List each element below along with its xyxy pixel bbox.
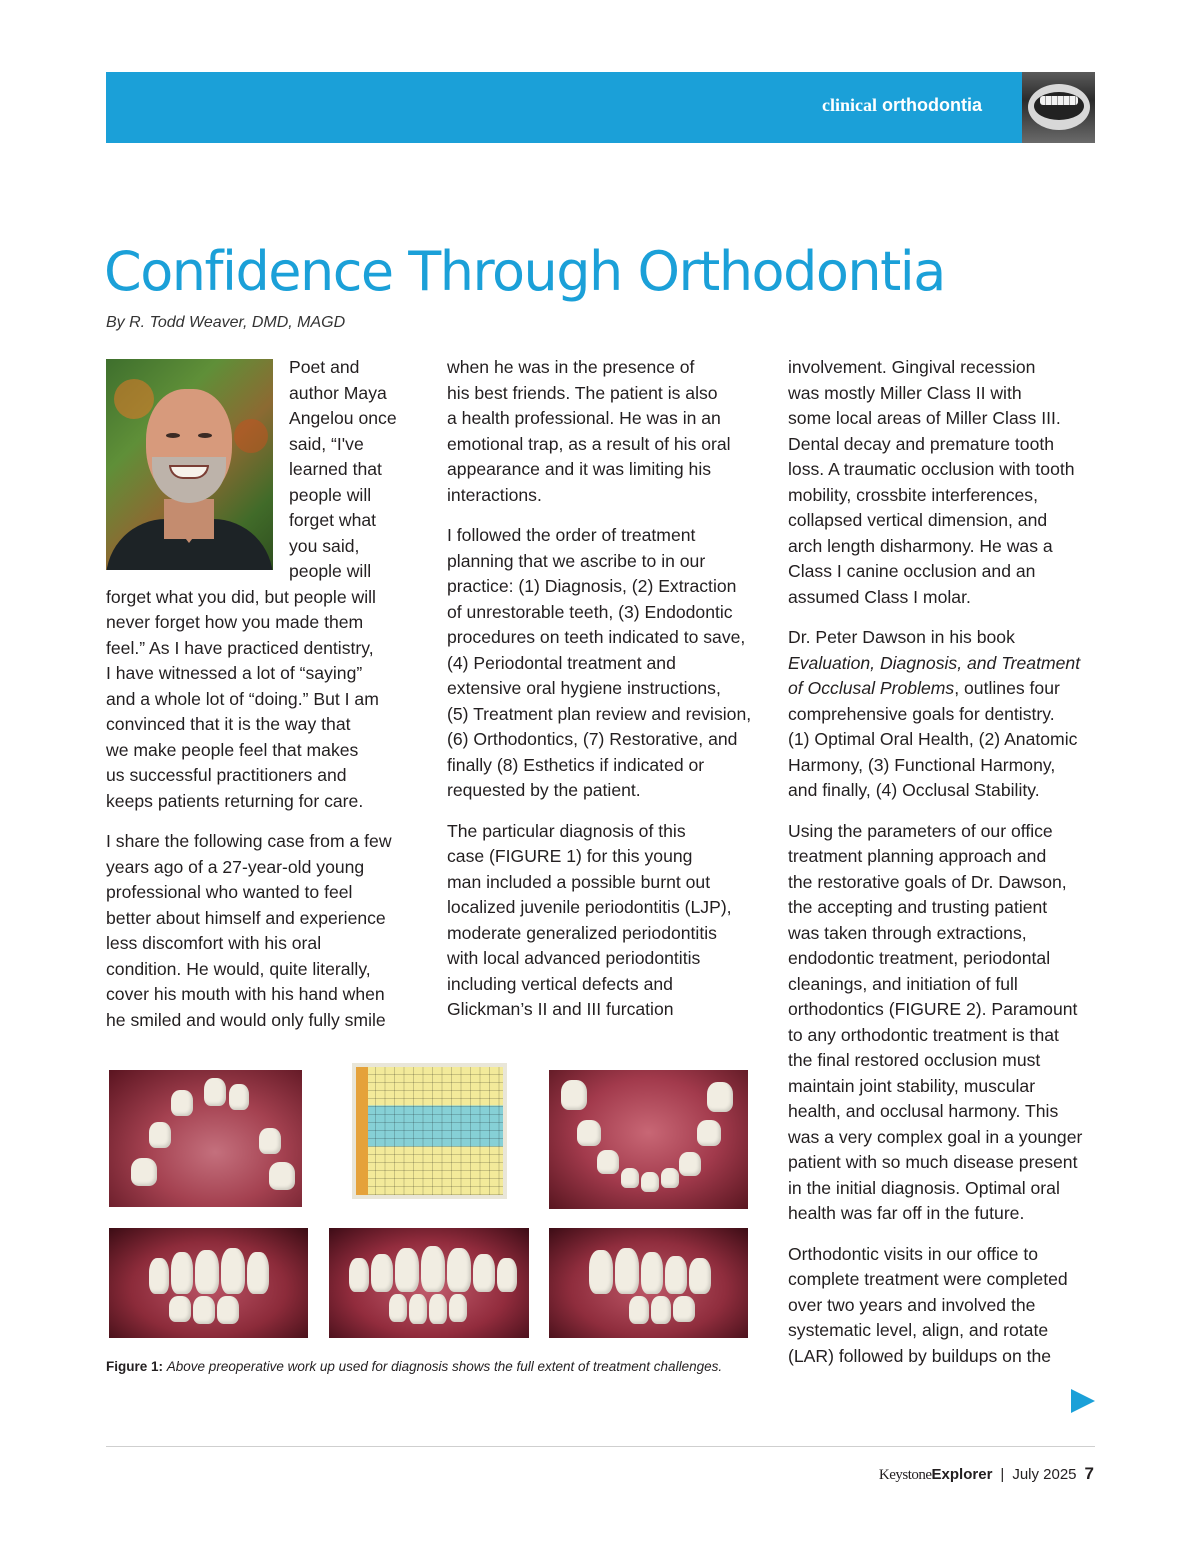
text-line: (4) Periodontal treatment and: [447, 652, 676, 673]
text-line: planning that we ascribe to in our: [447, 550, 706, 571]
text-line: mobility, crossbite interferences,: [788, 484, 1038, 505]
text-line: (6) Orthodontics, (7) Restorative, and: [447, 729, 738, 749]
figure-photo-upper-arch: [109, 1070, 302, 1207]
text-line: people will: [289, 561, 372, 581]
header-thumbnail-image: [1022, 72, 1095, 143]
text-line: requested by the patient.: [447, 780, 641, 800]
text-line: less discomfort with his oral: [106, 933, 322, 953]
text-line: forget what: [289, 510, 377, 530]
text-line: Angelou once: [289, 408, 397, 428]
text-line: you said,: [289, 535, 360, 556]
text-line: the restorative goals of Dr. Dawson,: [788, 871, 1067, 892]
text-line: author Maya: [289, 382, 387, 403]
text-line: and finally, (4) Occlusal Stability.: [788, 780, 1040, 800]
text-line: was a very complex goal in a younger: [788, 1126, 1083, 1147]
text-line: practice: (1) Diagnosis, (2) Extraction: [447, 576, 737, 596]
text-line: Using the parameters of our office: [788, 820, 1053, 841]
text-line: finally (8) Esthetics if indicated or: [447, 754, 705, 775]
text-column-2: [447, 355, 751, 1023]
text-line: appearance and it was limiting his: [447, 459, 712, 479]
text-line: moderate generalized periodontitis: [447, 922, 717, 943]
text-line: emotional trap, as a result of his oral: [447, 433, 731, 454]
figure-photo-lower-arch: [549, 1070, 748, 1209]
text-line: including vertical defects and: [447, 973, 673, 994]
text-line: and a whole lot of “doing.” But I am: [106, 688, 379, 709]
text-line: his best friends. The patient is also: [447, 382, 718, 403]
text-line: keeps patients returning for care.: [106, 790, 364, 811]
text-line: orthodontics (FIGURE 2). Paramount: [788, 999, 1078, 1019]
text-line: Harmony, (3) Functional Harmony,: [788, 754, 1056, 775]
text-line: of unrestorable teeth, (3) Endodontic: [447, 601, 733, 622]
paragraph-gap: [447, 508, 751, 523]
text-line: complete treatment were completed: [788, 1269, 1068, 1289]
text-column-1: [106, 355, 397, 1033]
text-column-3: [788, 355, 1082, 1369]
figure-caption-text: Above preoperative work up used for diagnosis shows the full extent of treatment challenges.: [166, 1359, 723, 1374]
text-line: Poet and: [289, 357, 360, 377]
text-line: patient with so much disease present: [788, 1152, 1078, 1172]
text-line: I followed the order of treatment: [447, 525, 696, 545]
text-line: interactions.: [447, 484, 542, 505]
text-line: to any orthodontic treatment is that: [788, 1024, 1059, 1045]
figure-label: Figure 1:: [106, 1359, 164, 1374]
text-line: was mostly Miller Class II with: [788, 382, 1022, 403]
text-line: I have witnessed a lot of “saying”: [106, 663, 363, 683]
text-line: health, and occlusal harmony. This: [788, 1101, 1059, 1121]
text-line: convinced that it is the way that: [106, 714, 351, 734]
section-kicker: clinical: [822, 95, 877, 115]
text-line: loss. A traumatic occlusion with tooth: [788, 459, 1075, 479]
text-line: condition. He would, quite literally,: [106, 958, 371, 979]
text-line: comprehensive goals for dentistry.: [788, 703, 1055, 724]
text-line: (1) Optimal Oral Health, (2) Anatomic: [788, 729, 1078, 749]
text-line: maintain joint stability, muscular: [788, 1075, 1036, 1096]
text-line: was taken through extractions,: [788, 922, 1027, 943]
paragraph-gap: [106, 814, 397, 829]
text-line: Dental decay and premature tooth: [788, 433, 1055, 454]
continue-arrow-icon: [1071, 1389, 1095, 1413]
text-line: with local advanced periodontitis: [447, 948, 701, 968]
text-line: the accepting and trusting patient: [788, 897, 1048, 917]
text-line: feel.” As I have practiced dentistry,: [106, 637, 374, 658]
figure-periodontal-chart: [352, 1063, 507, 1199]
paragraph-gap: [788, 1227, 1082, 1242]
figure-photo-left-occlusion: [549, 1228, 748, 1338]
text-line: treatment planning approach and: [788, 846, 1047, 866]
issue-date: July 2025: [1012, 1466, 1077, 1483]
figure-photo-frontal-occlusion: [329, 1228, 529, 1338]
footer-divider: [106, 1446, 1095, 1447]
text-line: never forget how you made them: [106, 612, 364, 632]
magazine-name-part1: Keystone: [878, 1467, 932, 1483]
text-line: of Occlusal Problems, outlines four: [788, 678, 1060, 698]
article-byline: By R. Todd Weaver, DMD, MAGD: [106, 314, 346, 331]
section-label: [822, 95, 982, 116]
text-line: man included a possible burnt out: [447, 871, 711, 892]
text-line: Orthodontic visits in our office to: [788, 1243, 1039, 1264]
text-line: some local areas of Miller Class III.: [788, 408, 1061, 428]
text-line: collapsed vertical dimension, and: [788, 510, 1048, 530]
text-line: (5) Treatment plan review and revision,: [447, 703, 752, 724]
text-line: we make people feel that makes: [106, 739, 359, 760]
text-line: procedures on teeth indicated to save,: [447, 627, 746, 647]
text-line: The particular diagnosis of this: [447, 820, 686, 841]
text-line: he smiled and would only fully smile: [106, 1009, 386, 1030]
paragraph-gap: [788, 610, 1082, 625]
paragraph-gap: [447, 804, 751, 819]
text-line: Evaluation, Diagnosis, and Treatment: [788, 652, 1081, 673]
text-line: cleanings, and initiation of full: [788, 973, 1018, 994]
text-line: years ago of a 27-year-old young: [106, 856, 365, 877]
paragraph-gap: [788, 804, 1082, 819]
footer-separator: |: [1000, 1466, 1005, 1483]
text-line: said, “I've: [289, 433, 364, 454]
text-line: a health professional. He was in an: [447, 408, 721, 428]
text-line: arch length disharmony. He was a: [788, 535, 1053, 556]
text-line: localized juvenile periodontitis (LJP),: [447, 897, 732, 917]
text-line: forget what you did, but people will: [106, 586, 376, 607]
text-line: the final restored occlusion must: [788, 1050, 1041, 1070]
text-line: better about himself and experience: [106, 907, 386, 928]
page-footer: [879, 1464, 1094, 1484]
text-line: when he was in the presence of: [447, 357, 695, 377]
text-line: I share the following case from a few: [106, 831, 392, 851]
text-line: assumed Class I molar.: [788, 586, 971, 607]
text-line: in the initial diagnosis. Optimal oral: [788, 1177, 1060, 1198]
text-line: systematic level, align, and rotate: [788, 1320, 1049, 1340]
page-number: 7: [1084, 1464, 1094, 1483]
text-line: health was far off in the future.: [788, 1203, 1025, 1223]
text-line: Dr. Peter Dawson in his book: [788, 627, 1015, 647]
magazine-name-part2: Explorer: [931, 1466, 993, 1483]
section-name: orthodontia: [882, 95, 982, 115]
text-line: cover his mouth with his hand when: [106, 984, 385, 1004]
figure-caption: [106, 1359, 722, 1374]
text-line: professional who wanted to feel: [106, 882, 353, 902]
text-line: learned that: [289, 459, 382, 479]
text-line: case (FIGURE 1) for this young: [447, 846, 693, 866]
text-line: people will: [289, 484, 372, 505]
text-line: us successful practitioners and: [106, 765, 347, 785]
figure-photo-right-occlusion: [109, 1228, 308, 1338]
text-line: Glickman’s II and III furcation: [447, 999, 674, 1019]
text-line: endodontic treatment, periodontal: [788, 948, 1051, 968]
article-title: Confidence Through Orthodontia: [104, 240, 945, 303]
text-line: (LAR) followed by buildups on the: [788, 1345, 1052, 1366]
text-line: over two years and involved the: [788, 1294, 1036, 1315]
text-line: extensive oral hygiene instructions,: [447, 678, 721, 698]
text-line: Class I canine occlusion and an: [788, 561, 1036, 581]
text-line: involvement. Gingival recession: [788, 357, 1036, 377]
